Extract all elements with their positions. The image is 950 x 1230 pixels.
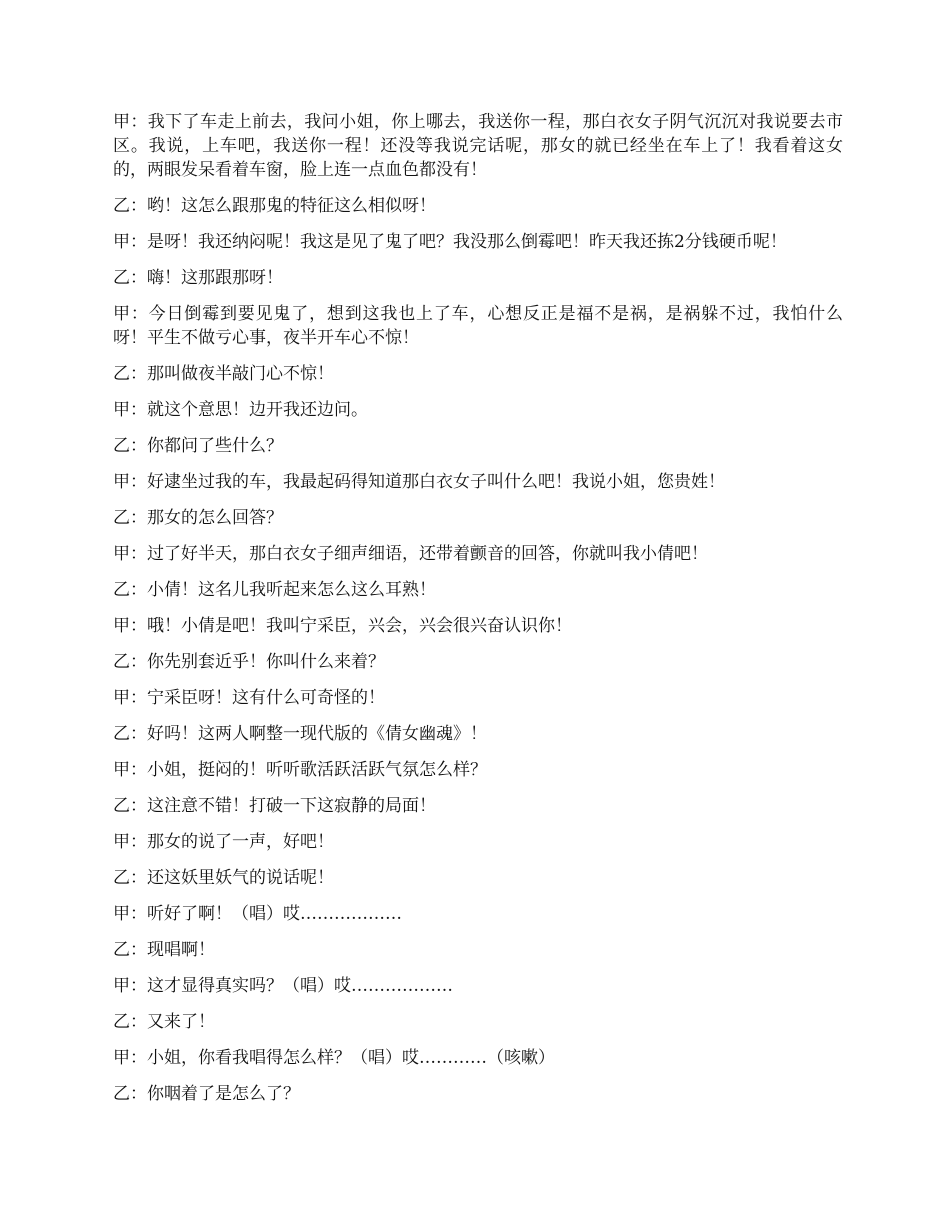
dialogue-text (113, 110, 843, 1118)
paragraph: 甲：这才显得真实吗？（唱）哎……………… (113, 976, 453, 996)
paragraph: 甲：好逮坐过我的车，我最起码得知道那白衣女子叫什么吧！我说小姐，您贵姓！ (113, 472, 725, 492)
paragraph: 乙：嗨！这那跟那呀！ (113, 268, 283, 288)
paragraph: 甲：我下了车走上前去，我问小姐，你上哪去，我送你一程，那白衣女子阴气沉沉对我说要去市区。我说，上车吧，我送你一程！还没等我说完话呢，那女的就已经坐在车上了！我看着这女的，两眼发呆看着车窗，脸上连一点血色都没有！ (113, 112, 843, 180)
paragraph: 乙：这注意不错！打破一下这寂静的局面！ (113, 796, 436, 816)
paragraph: 乙：你都问了些什么？ (113, 436, 283, 456)
paragraph: 甲：听好了啊！（唱）哎……………… (113, 904, 402, 924)
paragraph: 乙：哟！这怎么跟那鬼的特征这么相似呀！ (113, 196, 436, 216)
paragraph: 乙：你先别套近乎！你叫什么来着？ (113, 652, 385, 672)
paragraph: 乙：还这妖里妖气的说话呢！ (113, 868, 334, 888)
paragraph: 甲：过了好半天，那白衣女子细声细语，还带着颤音的回答，你就叫我小倩吧！ (113, 544, 708, 564)
paragraph: 甲：那女的说了一声，好吧！ (113, 832, 334, 852)
paragraph: 乙：你咽着了是怎么了？ (113, 1084, 300, 1104)
paragraph: 甲：小姐，你看我唱得怎么样？（唱）哎…………（咳嗽） (113, 1048, 555, 1068)
paragraph: 乙：小倩！这名儿我听起来怎么这么耳熟！ (113, 580, 436, 600)
paragraph: 乙：好吗！这两人啊整一现代版的《倩女幽魂》！ (113, 724, 487, 744)
paragraph: 甲：是呀！我还纳闷呢！我这是见了鬼了吧？我没那么倒霉吧！昨天我还拣2分钱硬币呢！ (113, 232, 787, 252)
paragraph: 甲：今日倒霉到要见鬼了，想到这我也上了车，心想反正是福不是祸，是祸躲不过，我怕什么呀！平生不做亏心事，夜半开车心不惊！ (113, 304, 843, 348)
paragraph: 甲：宁采臣呀！这有什么可奇怪的！ (113, 688, 385, 708)
paragraph: 甲：小姐，挺闷的！听听歌活跃活跃气氛怎么样？ (113, 760, 487, 780)
paragraph: 乙：现唱啊！ (113, 940, 215, 960)
paragraph: 乙：那叫做夜半敲门心不惊！ (113, 364, 334, 384)
paragraph: 甲：就这个意思！边开我还边问。 (113, 400, 368, 420)
paragraph: 乙：又来了！ (113, 1012, 215, 1032)
paragraph: 乙：那女的怎么回答？ (113, 508, 283, 528)
paragraph: 甲：哦！小倩是吧！我叫宁采臣，兴会，兴会很兴奋认识你！ (113, 616, 572, 636)
